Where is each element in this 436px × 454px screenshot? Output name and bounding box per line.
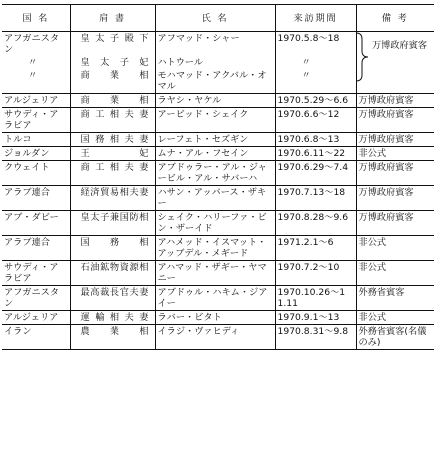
title-cell: 国務相 <box>70 236 155 261</box>
remarks-cell: 非公式 <box>356 261 434 286</box>
period-cell: 1970.8.28～9.6 <box>275 211 356 236</box>
country-cell: サウディ・アラビア <box>2 261 70 286</box>
period-cell: 1970.8.31～9.8 <box>275 325 356 350</box>
remarks-cell: 非公式 <box>356 236 434 261</box>
name-cell: アブドゥル・ハキム・ジアイー <box>155 286 275 311</box>
table-header <box>2 5 434 32</box>
name-cell: ハサン・アッバース・ザキー <box>155 186 275 211</box>
table-row <box>2 108 434 133</box>
name-cell: イラジ・ヴァヒディ <box>155 325 275 350</box>
name-cell: アハマッド・ザギー・ヤマニー <box>155 261 275 286</box>
country-cell: サウディ・アラビア <box>2 108 70 133</box>
table-row <box>2 236 434 261</box>
title-cell: 最高裁長官夫妻 <box>70 286 155 311</box>
name-cell: アフマッド・シャー <box>155 32 275 57</box>
period-cell: 1970.7.13～18 <box>275 186 356 211</box>
remarks-cell: 非公式 <box>356 311 434 325</box>
title-cell: 国務相夫妻 <box>70 133 155 147</box>
title-cell: 皇太子殿下 <box>70 32 155 57</box>
title-cell: 経済貿易相夫妻 <box>70 186 155 211</box>
right-brace-icon <box>353 31 371 83</box>
table-row <box>2 211 434 236</box>
remarks-cell: 万博政府賓客 <box>356 94 434 108</box>
country-cell: アフガニスタン <box>2 32 70 57</box>
title-cell: 商工相夫妻 <box>70 108 155 133</box>
country-cell: アルジェリア <box>2 94 70 108</box>
period-cell: 1970.6.6～12 <box>275 108 356 133</box>
title-cell: 農業相 <box>70 325 155 350</box>
country-cell: アブ・ダビー <box>2 211 70 236</box>
header-row <box>2 5 434 32</box>
country-cell: アルジェリア <box>2 311 70 325</box>
name-cell: アービッド・シェイク <box>155 108 275 133</box>
table-row <box>2 94 434 108</box>
remarks-cell: 外務省賓客(名儀のみ) <box>356 325 434 350</box>
remarks-cell: 万博政府賓客 <box>356 108 434 133</box>
period-cell: 1970.6.29～7.4 <box>275 161 356 186</box>
header-name: 氏 名 <box>155 5 275 32</box>
period-cell: 1970.5.29～6.6 <box>275 94 356 108</box>
table-row <box>2 133 434 147</box>
title-cell: 皇太子兼国防相 <box>70 211 155 236</box>
country-cell: クウェイト <box>2 161 70 186</box>
table-row <box>2 325 434 350</box>
name-cell: シェイク・ハリーファ・ビン・ザーイド <box>155 211 275 236</box>
country-cell: アフガニスタン <box>2 286 70 311</box>
brace-note: 万博政府賓客 <box>372 40 428 51</box>
table-row <box>2 261 434 286</box>
name-cell: レーフェト・セズギン <box>155 133 275 147</box>
remarks-cell: 万博政府賓客 <box>356 186 434 211</box>
title-cell: 商業相 <box>70 94 155 108</box>
header-remarks: 備 考 <box>356 5 434 32</box>
table-row <box>2 186 434 211</box>
title-cell: 王妃 <box>70 147 155 161</box>
period-cell: 1970.7.2～10 <box>275 261 356 286</box>
country-cell: アラブ連合 <box>2 236 70 261</box>
title-cell: 運輸相夫妻 <box>70 311 155 325</box>
country-cell: トルコ <box>2 133 70 147</box>
period-cell: 1970.9.1～13 <box>275 311 356 325</box>
period-cell: 1970.5.8～18 <box>275 32 356 57</box>
title-cell: 皇太子妃 <box>70 56 155 69</box>
name-cell: アブドゥラー・アル・ジャービル・アル・サバーハ <box>155 161 275 186</box>
table-row <box>2 147 434 161</box>
remarks-cell: 万博政府賓客 <box>356 161 434 186</box>
name-cell: ラバー・ビタト <box>155 311 275 325</box>
header-country: 国 名 <box>2 5 70 32</box>
country-cell: アラブ連合 <box>2 186 70 211</box>
name-cell: アハメッド・イスマット・アッブデル・メギード <box>155 236 275 261</box>
period-cell: 1970.10.26～11.11 <box>275 286 356 311</box>
title-cell: 商業相 <box>70 69 155 94</box>
title-cell: 石油鉱物資源相 <box>70 261 155 286</box>
country-cell: 〃 <box>2 69 70 94</box>
country-cell: 〃 <box>2 56 70 69</box>
header-period: 来訪期間 <box>275 5 356 32</box>
remarks-cell: 万博政府賓客 <box>356 133 434 147</box>
table-row <box>2 161 434 186</box>
period-cell: 1970.6.8～13 <box>275 133 356 147</box>
title-cell: 商工相夫妻 <box>70 161 155 186</box>
name-cell: ラヤシ・ヤケル <box>155 94 275 108</box>
table-row <box>2 286 434 311</box>
name-cell: ハトウール <box>155 56 275 69</box>
remarks-cell: 万博政府賓客 <box>356 211 434 236</box>
country-cell: ジョルダン <box>2 147 70 161</box>
period-cell: 1971.2.1～6 <box>275 236 356 261</box>
name-cell: モハマッド・アクバル・オマル <box>155 69 275 94</box>
remarks-cell: 外務省賓客 <box>356 286 434 311</box>
period-cell: 〃 <box>275 56 356 69</box>
period-cell: 〃 <box>275 69 356 94</box>
remarks-cell: 非公式 <box>356 147 434 161</box>
table-row <box>2 311 434 325</box>
name-cell: ムナ・アル・フセイン <box>155 147 275 161</box>
header-title: 肩 書 <box>70 5 155 32</box>
period-cell: 1970.6.11～22 <box>275 147 356 161</box>
country-cell: イラン <box>2 325 70 350</box>
